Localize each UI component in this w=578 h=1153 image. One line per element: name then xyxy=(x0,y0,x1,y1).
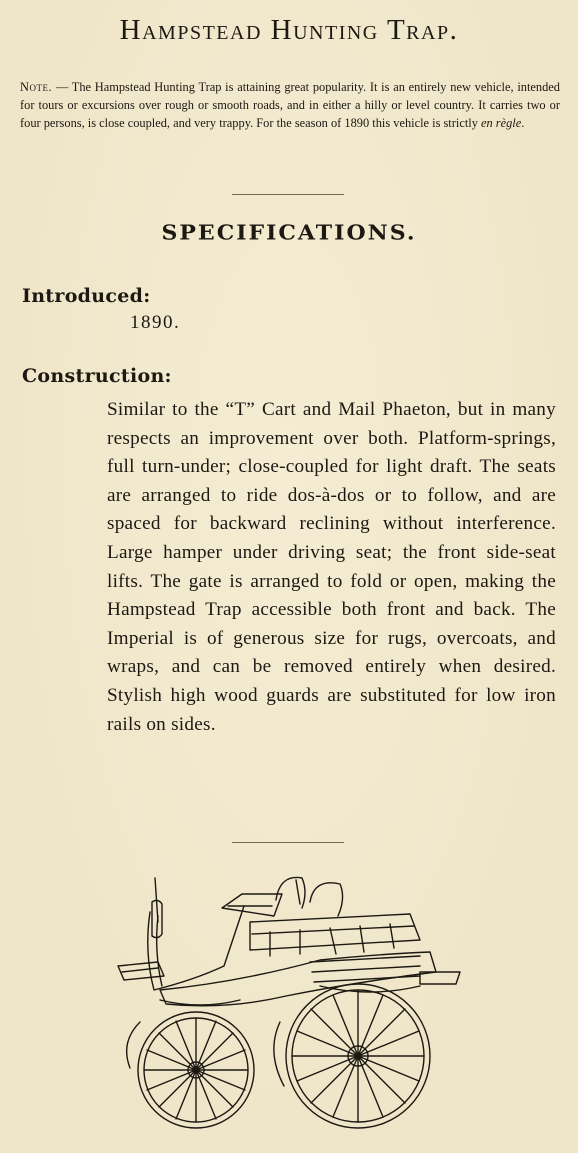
note-end: . xyxy=(521,116,525,130)
introduced-value: 1890. xyxy=(130,312,181,333)
introduced-label: Introduced: xyxy=(22,285,151,307)
note-dash: — xyxy=(52,80,72,94)
note-paragraph xyxy=(20,78,560,132)
divider-bottom xyxy=(232,842,344,843)
note-text: The Hampstead Hunting Trap is attaining great popularity. It is an entirely new vehicle, intended for tours or excursions over rough or smooth roads, and in either a hilly or level country. It carries two or four persons, is close coupled, and very trappy. For the season of 1890 this vehicle is strictly xyxy=(20,80,560,130)
construction-text: Similar to the “T” Cart and Mail Phaeton, but in many respects an improvement over both. Platform-springs, full turn-under; close-coupled for light draft. The seats are arranged to ride dos-à-dos or to follow, and are spaced for backward reclining without interference. Large hamper under driving seat; the front side-seat lifts. The gate is arranged to fold or open, making the Hampstead Trap accessible both front and back. The Imperial is of generous size for rugs, overcoats, and wraps, and can be removed entirely when desired. Stylish high wood guards are substituted for low iron rails on sides. xyxy=(107,399,556,735)
construction-label: Construction: xyxy=(22,365,172,387)
note-italic: en règle xyxy=(481,116,522,130)
page-title: Hampstead Hunting Trap. xyxy=(119,14,459,46)
divider-top xyxy=(232,194,344,195)
carriage-illustration xyxy=(100,872,470,1142)
note-label: Note. xyxy=(20,80,53,94)
specifications-heading: SPECIFICATIONS. xyxy=(161,221,417,245)
